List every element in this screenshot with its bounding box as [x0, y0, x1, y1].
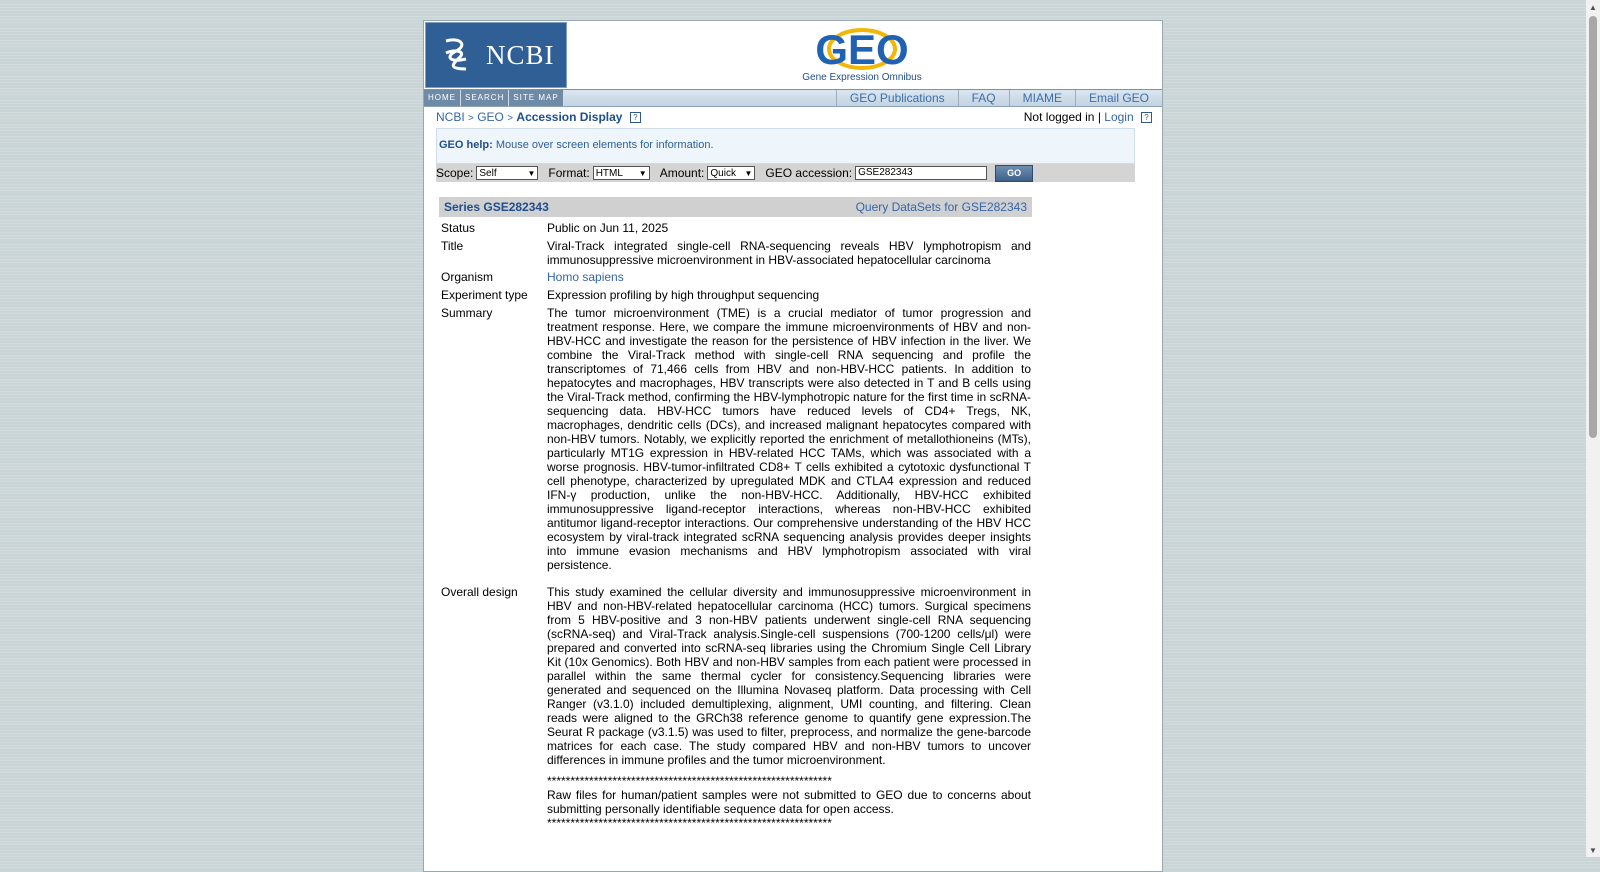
login-link[interactable]: Login: [1104, 110, 1134, 124]
accession-label: GEO accession:: [765, 166, 853, 180]
overall-design-label: Overall design: [441, 585, 518, 599]
status-value: Public on Jun 11, 2025: [547, 221, 669, 235]
help-text: Mouse over screen elements for information.: [495, 139, 714, 151]
format-label: Format:: [548, 166, 590, 180]
help-label: GEO help:: [439, 139, 493, 151]
header: [424, 21, 1162, 90]
query-datasets-link[interactable]: Query DataSets for GSE282343: [855, 200, 1027, 214]
organism-label: Organism: [441, 270, 494, 284]
query-form: [436, 164, 1135, 182]
overall-design-value: This study examined the cellular diversity and immunosuppressive microenvironment in HBV and non-HBV-related hepatocellular carcinoma (HCC) tumors. Surgical specimens from 5 HBV-positive and 3 non-HBV patients underwent single-cell RNA sequencing (scRNA-seq) and Viral-Track analysis.Single-cell suspensions (700-1200 cells/μl) were prepared and converted into scRNA-seq libraries using the Chromium Single Cell Library Kit (10x Genomics). Both HBV and non-HBV samples from each patient were processed in parallel within the same thermal cycler for consistency.Sequencing libraries were generated and sequenced on the Illumina Novaseq platform. Data processing with Cell Ranger (v3.1.0) included demultiplexing, alignment, UMI counting, and filtering. Clean reads were aligned to the GRCh38 reference genome to quantify gene expression.The Seurat R package (v3.1.5) was used to filter, preprocess, and normalize the gene-barcode matrices for each case. The study compared HBV and non-HBV tumors to uncover differences in immune profiles and the tumor microenvironment.: [547, 585, 1031, 767]
scroll-thumb[interactable]: [1589, 16, 1597, 438]
go-button[interactable]: GO: [995, 165, 1033, 182]
breadcrumb-geo[interactable]: GEO: [477, 110, 504, 124]
experiment-type-value: Expression profiling by high throughput sequencing: [547, 288, 820, 302]
breadcrumb-ncbi[interactable]: NCBI: [436, 110, 465, 124]
accession-input[interactable]: GSE282343: [855, 166, 987, 180]
title-value: Viral-Track integrated single-cell RNA-sequencing reveals HBV lymphotropism and immunosuppressive microenvironment in HBV-associated hepatocellular carcinoma: [547, 239, 1031, 267]
breadcrumb-separator: >: [468, 113, 474, 124]
scroll-down-icon[interactable]: ▼: [1589, 846, 1597, 855]
geo-logo-text: GEO: [817, 26, 907, 71]
scope-label: Scope:: [436, 166, 474, 180]
scope-select[interactable]: Self ▼: [476, 166, 538, 180]
nav-email-geo[interactable]: Email GEO: [1075, 90, 1162, 106]
nav-bar: [424, 90, 1162, 107]
geo-logo-graphic: [817, 25, 907, 71]
summary-value: The tumor microenvironment (TME) is a crucial mediator of tumor progression and treatment response. Here, we compare the immune microenvironments of HBV and non-HBV-HCC and investigate the reason for the persistence of HBV infection in the liver. We combine the Viral-Track method with single-cell RNA sequencing and profile the transcriptomes of 71,466 cells from HBV and non-HBV-HCC patients. In addition to hepatocytes and macrophages, HBV transcripts were also detected in T and B cells using the Viral-Track method, confirming the HBV-lymphotropic nature for the first time in scRNA-sequencing data. HBV-HCC tumors have reduced levels of CD4+ Tregs, NK, macrophages, dendritic cells (DCs), and increased malignant hepatocytes compared with non-HBV tumors. Notably, we explicitly reported the enrichment of metallothioneins (MTs), particularly MT1G expression in HBV-related HCC TAMs, which was associated with a worse prognosis. HBV-tumor-infiltrated CD8+ T cells exhibited a cytotoxic dysfunctional T cell phenotype, characterized by upregulated MDK and CTLA4 expression and reduced IFN-γ production, unlike the non-HBV-HCC. Additionally, HBV-HCC exhibited immunosuppressive ligand-receptor interactions, whereas non-HBV-HCC exhibited antitumor ligand-receptor interactions. Our comprehensive understanding of the HBV HCC ecosystem by viral-track integrated scRNA sequencing analysis provides deeper insights into immune evasion mechanisms and HBV lymphotropism associated with viral persistence.: [547, 306, 1031, 572]
nav-site-map[interactable]: SITE MAP: [509, 90, 563, 106]
nav-geo-publications[interactable]: GEO Publications: [836, 90, 958, 106]
nav-home[interactable]: HOME: [424, 90, 461, 106]
login-help-icon[interactable]: ?: [1141, 112, 1152, 123]
stars-top: *************************************************************: [547, 774, 832, 788]
geo-logo[interactable]: [792, 25, 932, 87]
page-scrollbar[interactable]: [1586, 0, 1600, 857]
scroll-up-icon[interactable]: ▲: [1589, 3, 1597, 12]
nav-search[interactable]: SEARCH: [461, 90, 509, 106]
ncbi-nav: [424, 90, 564, 106]
stars-bottom: *************************************************************: [547, 816, 832, 830]
ncbi-logo[interactable]: [425, 22, 567, 88]
nav-faq[interactable]: FAQ: [958, 90, 1009, 106]
login-status: Not logged in |: [1023, 110, 1101, 124]
helix-icon: [440, 35, 474, 75]
page-container: [423, 20, 1163, 872]
help-box: [436, 128, 1135, 164]
amount-select[interactable]: Quick ▼: [707, 166, 755, 180]
series-title: Series GSE282343: [444, 200, 549, 214]
breadcrumb-current: Accession Display: [516, 110, 623, 124]
title-label: Title: [441, 239, 464, 253]
nav-miame[interactable]: MIAME: [1009, 90, 1075, 106]
help-icon[interactable]: ?: [630, 112, 641, 123]
geo-nav: [836, 90, 1162, 106]
login-area: [1024, 110, 1152, 124]
status-label: Status: [441, 221, 476, 235]
breadcrumb-bar: [424, 107, 1162, 127]
breadcrumb-separator: >: [507, 113, 514, 124]
format-select[interactable]: HTML ▼: [593, 166, 650, 180]
raw-files-note: Raw files for human/patient samples were not submitted to GEO due to concerns about submitting personally identifiable sequence data for open access.: [547, 788, 1031, 816]
geo-logo-subtitle: Gene Expression Omnibus: [802, 72, 922, 83]
ncbi-logo-text: NCBI: [486, 39, 555, 70]
breadcrumb: [436, 110, 641, 124]
series-header: [439, 197, 1032, 217]
summary-label: Summary: [441, 306, 493, 320]
amount-label: Amount:: [659, 166, 705, 180]
organism-link[interactable]: Homo sapiens: [547, 270, 624, 284]
experiment-type-label: Experiment type: [441, 288, 528, 302]
